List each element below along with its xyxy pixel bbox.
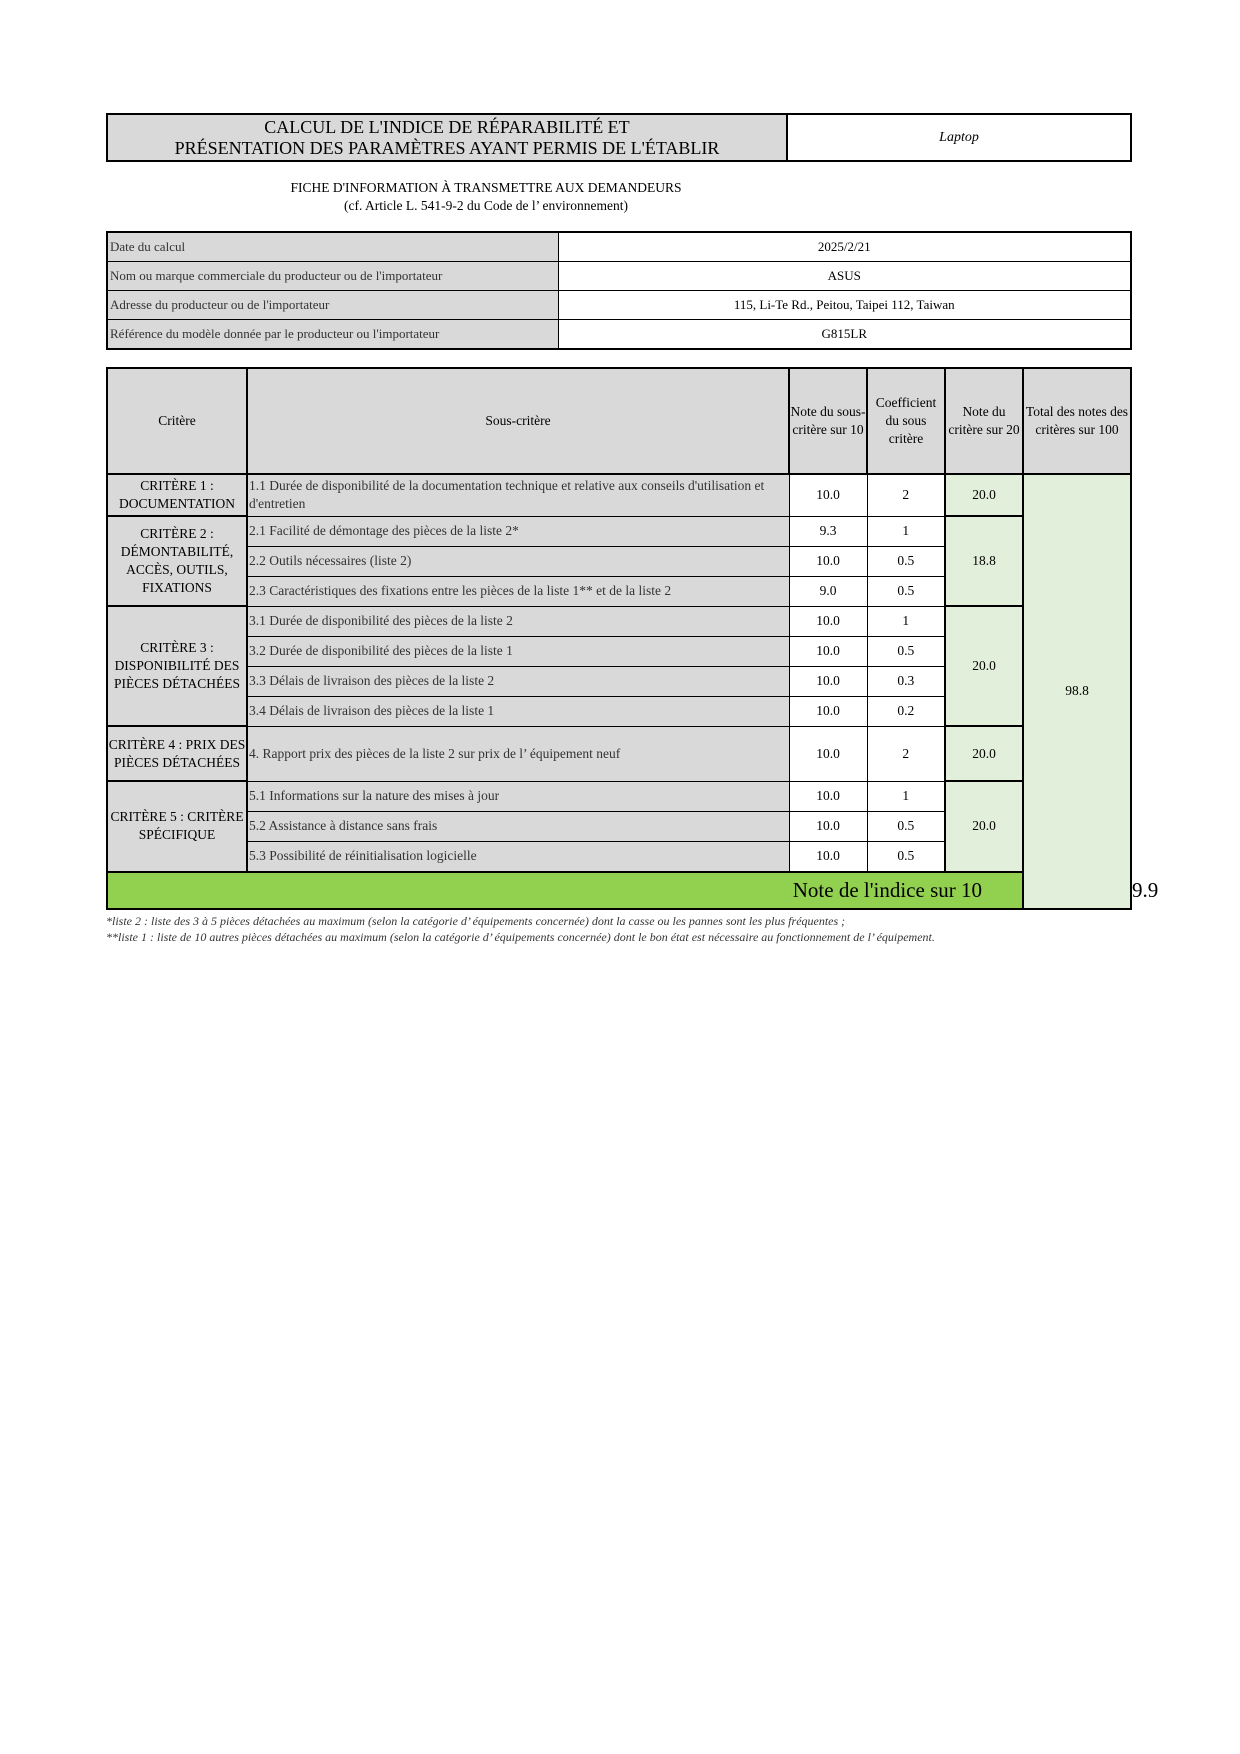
sub-criterion-score: 10.0: [789, 726, 867, 781]
sub-criterion-score: 10.0: [789, 696, 867, 726]
sub-criterion-label: 5.1 Informations sur la nature des mises à jour: [247, 781, 789, 811]
sub-criterion-label: 5.3 Possibilité de réinitialisation logicielle: [247, 841, 789, 872]
sub-criterion-coefficient: 2: [867, 474, 945, 516]
header-sub-criterion: Sous-critère: [247, 368, 789, 474]
repairability-sheet: [106, 113, 1159, 945]
header-coefficient: Coefficient du sous critère: [867, 368, 945, 474]
footnote-list-2: *liste 2 : liste des 3 à 5 pièces détachées au maximum (selon la catégorie d’ équipements concernée) dont la casse ou les pannes sont les plus fréquentes ;: [106, 913, 846, 928]
info-value: 115, Li-Te Rd., Peitou, Taipei 112, Taiwan: [558, 291, 1131, 320]
footnotes: [106, 913, 1130, 945]
footnote-list-1: **liste 1 : liste de 10 autres pièces détachées au maximum (selon la catégorie d’ équipements concernée) dont le bon état est nécessaire au fonctionnement de l’ équipement.: [106, 929, 935, 944]
final-index-label: Note de l'indice sur 10: [107, 872, 1023, 909]
table-row: [107, 606, 1131, 636]
header-sub-score: Note du sous-critère sur 10: [789, 368, 867, 474]
subtitle-line-1: FICHE D'INFORMATION À TRANSMETTRE AUX DEMANDEURS: [290, 180, 682, 195]
sub-criterion-coefficient: 0.5: [867, 841, 945, 872]
sub-criterion-label: 3.2 Durée de disponibilité des pièces de la liste 1: [247, 636, 789, 666]
title-block: [106, 113, 1132, 162]
header-criterion: Critère: [107, 368, 247, 474]
info-label: Référence du modèle donnée par le producteur ou l'importateur: [107, 320, 558, 350]
total-score: 98.8: [1023, 474, 1131, 909]
sub-criterion-label: 5.2 Assistance à distance sans frais: [247, 811, 789, 841]
sub-criterion-coefficient: 0.3: [867, 666, 945, 696]
subtitle: [106, 179, 866, 215]
final-index-row: Note de l'indice sur 10 9.9: [107, 872, 1131, 909]
subtitle-line-2: (cf. Article L. 541-9-2 du Code de l’ environnement): [344, 198, 628, 213]
sub-criterion-score: 10.0: [789, 811, 867, 841]
sub-criterion-coefficient: 0.5: [867, 576, 945, 606]
info-value: G815LR: [558, 320, 1131, 350]
table-header-row: [107, 368, 1131, 474]
criterion-name: CRITÈRE 4 : PRIX DES PIÈCES DÉTACHÉES: [107, 726, 247, 781]
sub-criterion-score: 10.0: [789, 474, 867, 516]
info-row: [107, 291, 1131, 320]
scoring-table: [106, 367, 1159, 910]
title-line-2: PRÉSENTATION DES PARAMÈTRES AYANT PERMIS DE L'ÉTABLIR: [174, 137, 720, 158]
sub-criterion-coefficient: 1: [867, 606, 945, 636]
info-row: [107, 320, 1131, 350]
product-type: Laptop: [787, 114, 1131, 161]
table-row: [107, 726, 1131, 781]
sub-criterion-score: 10.0: [789, 606, 867, 636]
info-label: Nom ou marque commerciale du producteur ou de l'importateur: [107, 262, 558, 291]
header-criterion-score: Note du critère sur 20: [945, 368, 1023, 474]
sub-criterion-score: 9.0: [789, 576, 867, 606]
sub-criterion-coefficient: 2: [867, 726, 945, 781]
info-table: [106, 231, 1132, 350]
sub-criterion-score: 10.0: [789, 636, 867, 666]
sub-criterion-label: 2.1 Facilité de démontage des pièces de la liste 2*: [247, 516, 789, 546]
table-row: [107, 781, 1131, 811]
sub-criterion-coefficient: 0.2: [867, 696, 945, 726]
info-label: Adresse du producteur ou de l'importateur: [107, 291, 558, 320]
sub-criterion-score: 9.3: [789, 516, 867, 546]
criterion-score: 20.0: [945, 726, 1023, 781]
sub-criterion-score: 10.0: [789, 546, 867, 576]
sub-criterion-label: 2.3 Caractéristiques des fixations entre les pièces de la liste 1** et de la liste 2: [247, 576, 789, 606]
sub-criterion-coefficient: 0.5: [867, 811, 945, 841]
sub-criterion-label: 4. Rapport prix des pièces de la liste 2 sur prix de l’ équipement neuf: [247, 726, 789, 781]
criterion-name: CRITÈRE 3 : DISPONIBILITÉ DES PIÈCES DÉTACHÉES: [107, 606, 247, 726]
sub-criterion-score: 10.0: [789, 781, 867, 811]
info-row: [107, 262, 1131, 291]
sub-criterion-label: 3.1 Durée de disponibilité des pièces de la liste 2: [247, 606, 789, 636]
sub-criterion-label: 3.4 Délais de livraison des pièces de la liste 1: [247, 696, 789, 726]
sub-criterion-coefficient: 0.5: [867, 636, 945, 666]
criterion-score: 18.8: [945, 516, 1023, 606]
criterion-score: 20.0: [945, 606, 1023, 726]
sub-criterion-score: 10.0: [789, 666, 867, 696]
info-value: ASUS: [558, 262, 1131, 291]
table-row: [107, 474, 1131, 516]
header-total: Total des notes des critères sur 100: [1023, 368, 1131, 474]
sub-criterion-label: 2.2 Outils nécessaires (liste 2): [247, 546, 789, 576]
sub-criterion-label: 1.1 Durée de disponibilité de la documentation technique et relative aux conseils d'utilisation et d'entretien: [247, 474, 789, 516]
criterion-name: CRITÈRE 2 : DÉMONTABILITÉ, ACCÈS, OUTILS, FIXATIONS: [107, 516, 247, 606]
info-label: Date du calcul: [107, 232, 558, 262]
title-line-1: CALCUL DE L'INDICE DE RÉPARABILITÉ ET: [264, 116, 630, 137]
document-title: [107, 114, 787, 161]
criterion-score: 20.0: [945, 474, 1023, 516]
criterion-score: 20.0: [945, 781, 1023, 872]
sub-criterion-label: 3.3 Délais de livraison des pièces de la liste 2: [247, 666, 789, 696]
criterion-name: CRITÈRE 5 : CRITÈRE SPÉCIFIQUE: [107, 781, 247, 872]
info-row: [107, 232, 1131, 262]
sub-criterion-coefficient: 1: [867, 781, 945, 811]
sub-criterion-score: 10.0: [789, 841, 867, 872]
criterion-name: CRITÈRE 1 : DOCUMENTATION: [107, 474, 247, 516]
table-row: [107, 516, 1131, 546]
sub-criterion-coefficient: 0.5: [867, 546, 945, 576]
sub-criterion-coefficient: 1: [867, 516, 945, 546]
info-value: 2025/2/21: [558, 232, 1131, 262]
